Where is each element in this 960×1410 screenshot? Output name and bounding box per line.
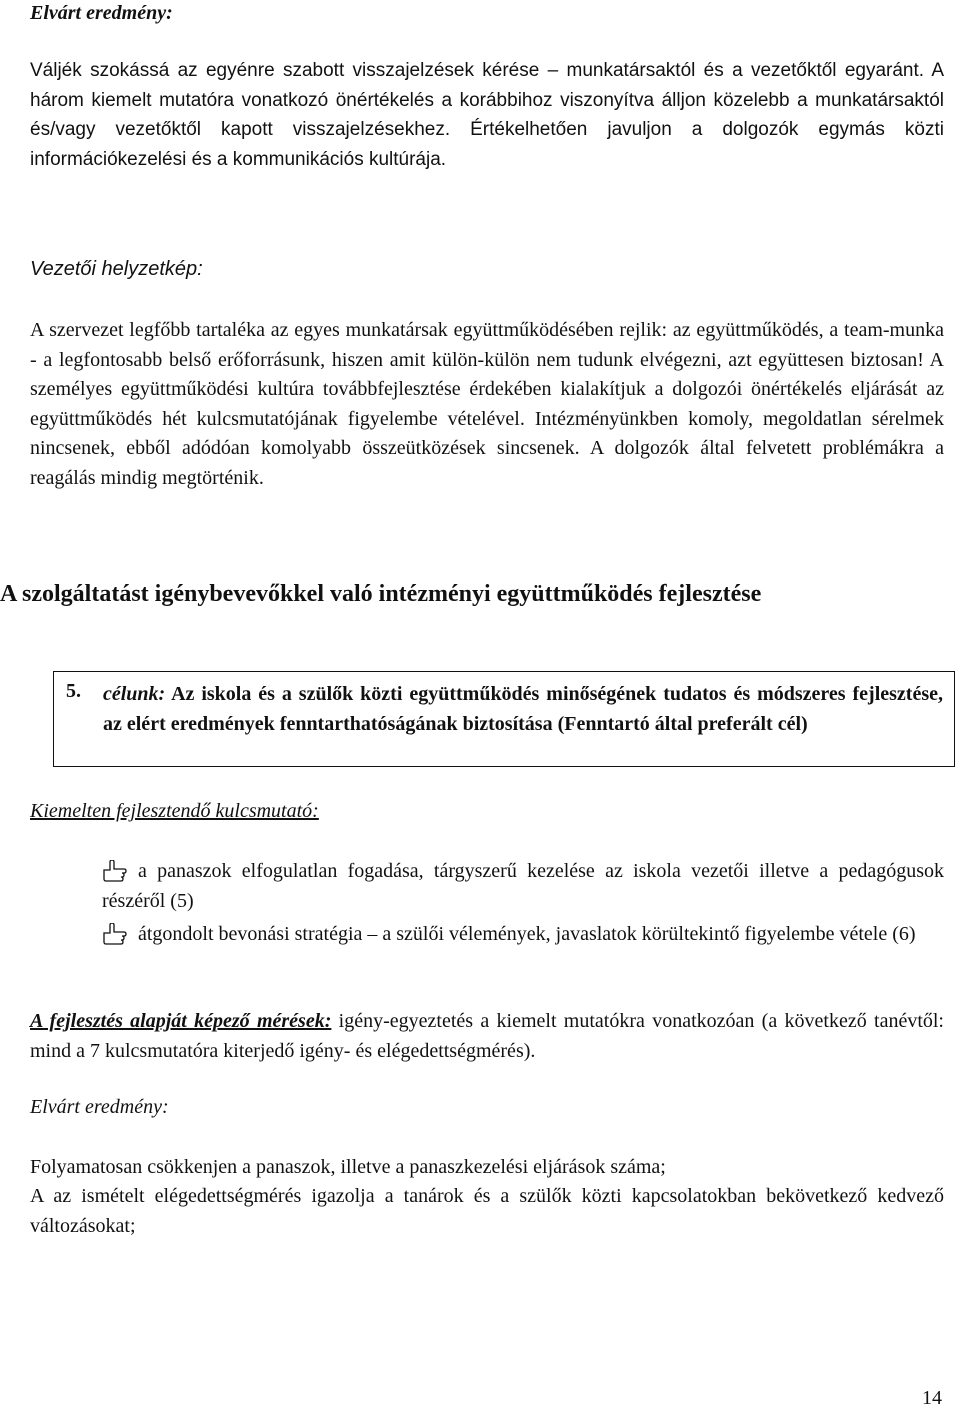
section-heading-leader-overview: Vezetői helyzetkép: [30, 258, 203, 280]
goal-box [53, 671, 955, 767]
section-heading-expected-result-2: Elvárt eredmény: [30, 1096, 169, 1118]
measures-lead: A fejlesztés alapját képező mérések: [30, 1010, 332, 1032]
indicator-item: a panaszok elfogulatlan fogadása, tárgyszerű kezelése az iskola vezetői illetve a pedagógusok részéről (5) [102, 860, 944, 912]
measures-paragraph [30, 1007, 944, 1066]
goal-description: Az iskola és a szülők közti együttműködés minőségének tudatos és módszeres fejlesztése, az elért eredmények fenntarthatóságának biztosítása (Fenntartó által preferált cél) [103, 683, 944, 735]
key-indicator-heading: Kiemelten fejlesztendő kulcsmutató: [30, 800, 319, 822]
goal-label: célunk: [103, 683, 166, 705]
expected-result-line-1: Folyamatosan csökkenjen a panaszok, illetve a panaszkezelési eljárások száma; [30, 1156, 666, 1178]
goal-number: 5. [66, 680, 81, 702]
leader-overview-paragraph: A szervezet legfőbb tartaléka az egyes munkatársak együttműködésében rejlik: az együttműködés, a team-munka - a legfontosabb belső erőforrásunk, hiszen amit külön-külön nem tudunk elvégezni, azt együttesen biztosan! A személyes együttműködési kultúra továbbfejlesztése érdekében kialakítjuk a dolgozói önértékelés eljárását az együttműködés hét kulcsmutatójának figyelembe vételével. Intézményünkben komoly, megoldatlan sérelmek nincsenek, ebből adódóan komolyabb összeütközések sincsenek. A dolgozók által felvetett problémákra a reagálás mindig megtörténik. [30, 319, 944, 489]
section-heading-expected-result: Elvárt eredmény: [30, 2, 173, 24]
indicator-item: átgondolt bevonási stratégia – a szülői vélemények, javaslatok körültekintő figyelembe vétele (6) [138, 923, 916, 945]
measures-text: igény-egyeztetés a kiemelt mutatókra vonatkozóan (a következő tanévtől: mind a 7 kulcsmutatóra kiterjedő igény- és elégedettségmérés). [30, 1010, 944, 1062]
main-section-title: A szolgáltatást igénybevevőkkel való intézményi együttműködés fejlesztése [0, 581, 762, 607]
page-number: 14 [922, 1387, 942, 1409]
expected-result-paragraph: Váljék szokássá az egyénre szabott visszajelzések kérése – munkatársaktól és a vezetőktől egyaránt. A három kiemelt mutatóra vonatkozó önértékelés a korábbihoz viszonyítva álljon közelebb a munkatársaktól és/vagy vezetőktől kapott visszajelzésekhez. Értékelhetően javuljon a dolgozók egymás közti információkezelési és a kommunikációs kultúrája. [30, 60, 944, 170]
expected-result-line-2: A az ismételt elégedettségmérés igazolja a tanárok és a szülők közti kapcsolatokban bekövetkező kedvező változásokat; [30, 1185, 944, 1237]
goal-text [103, 680, 943, 739]
